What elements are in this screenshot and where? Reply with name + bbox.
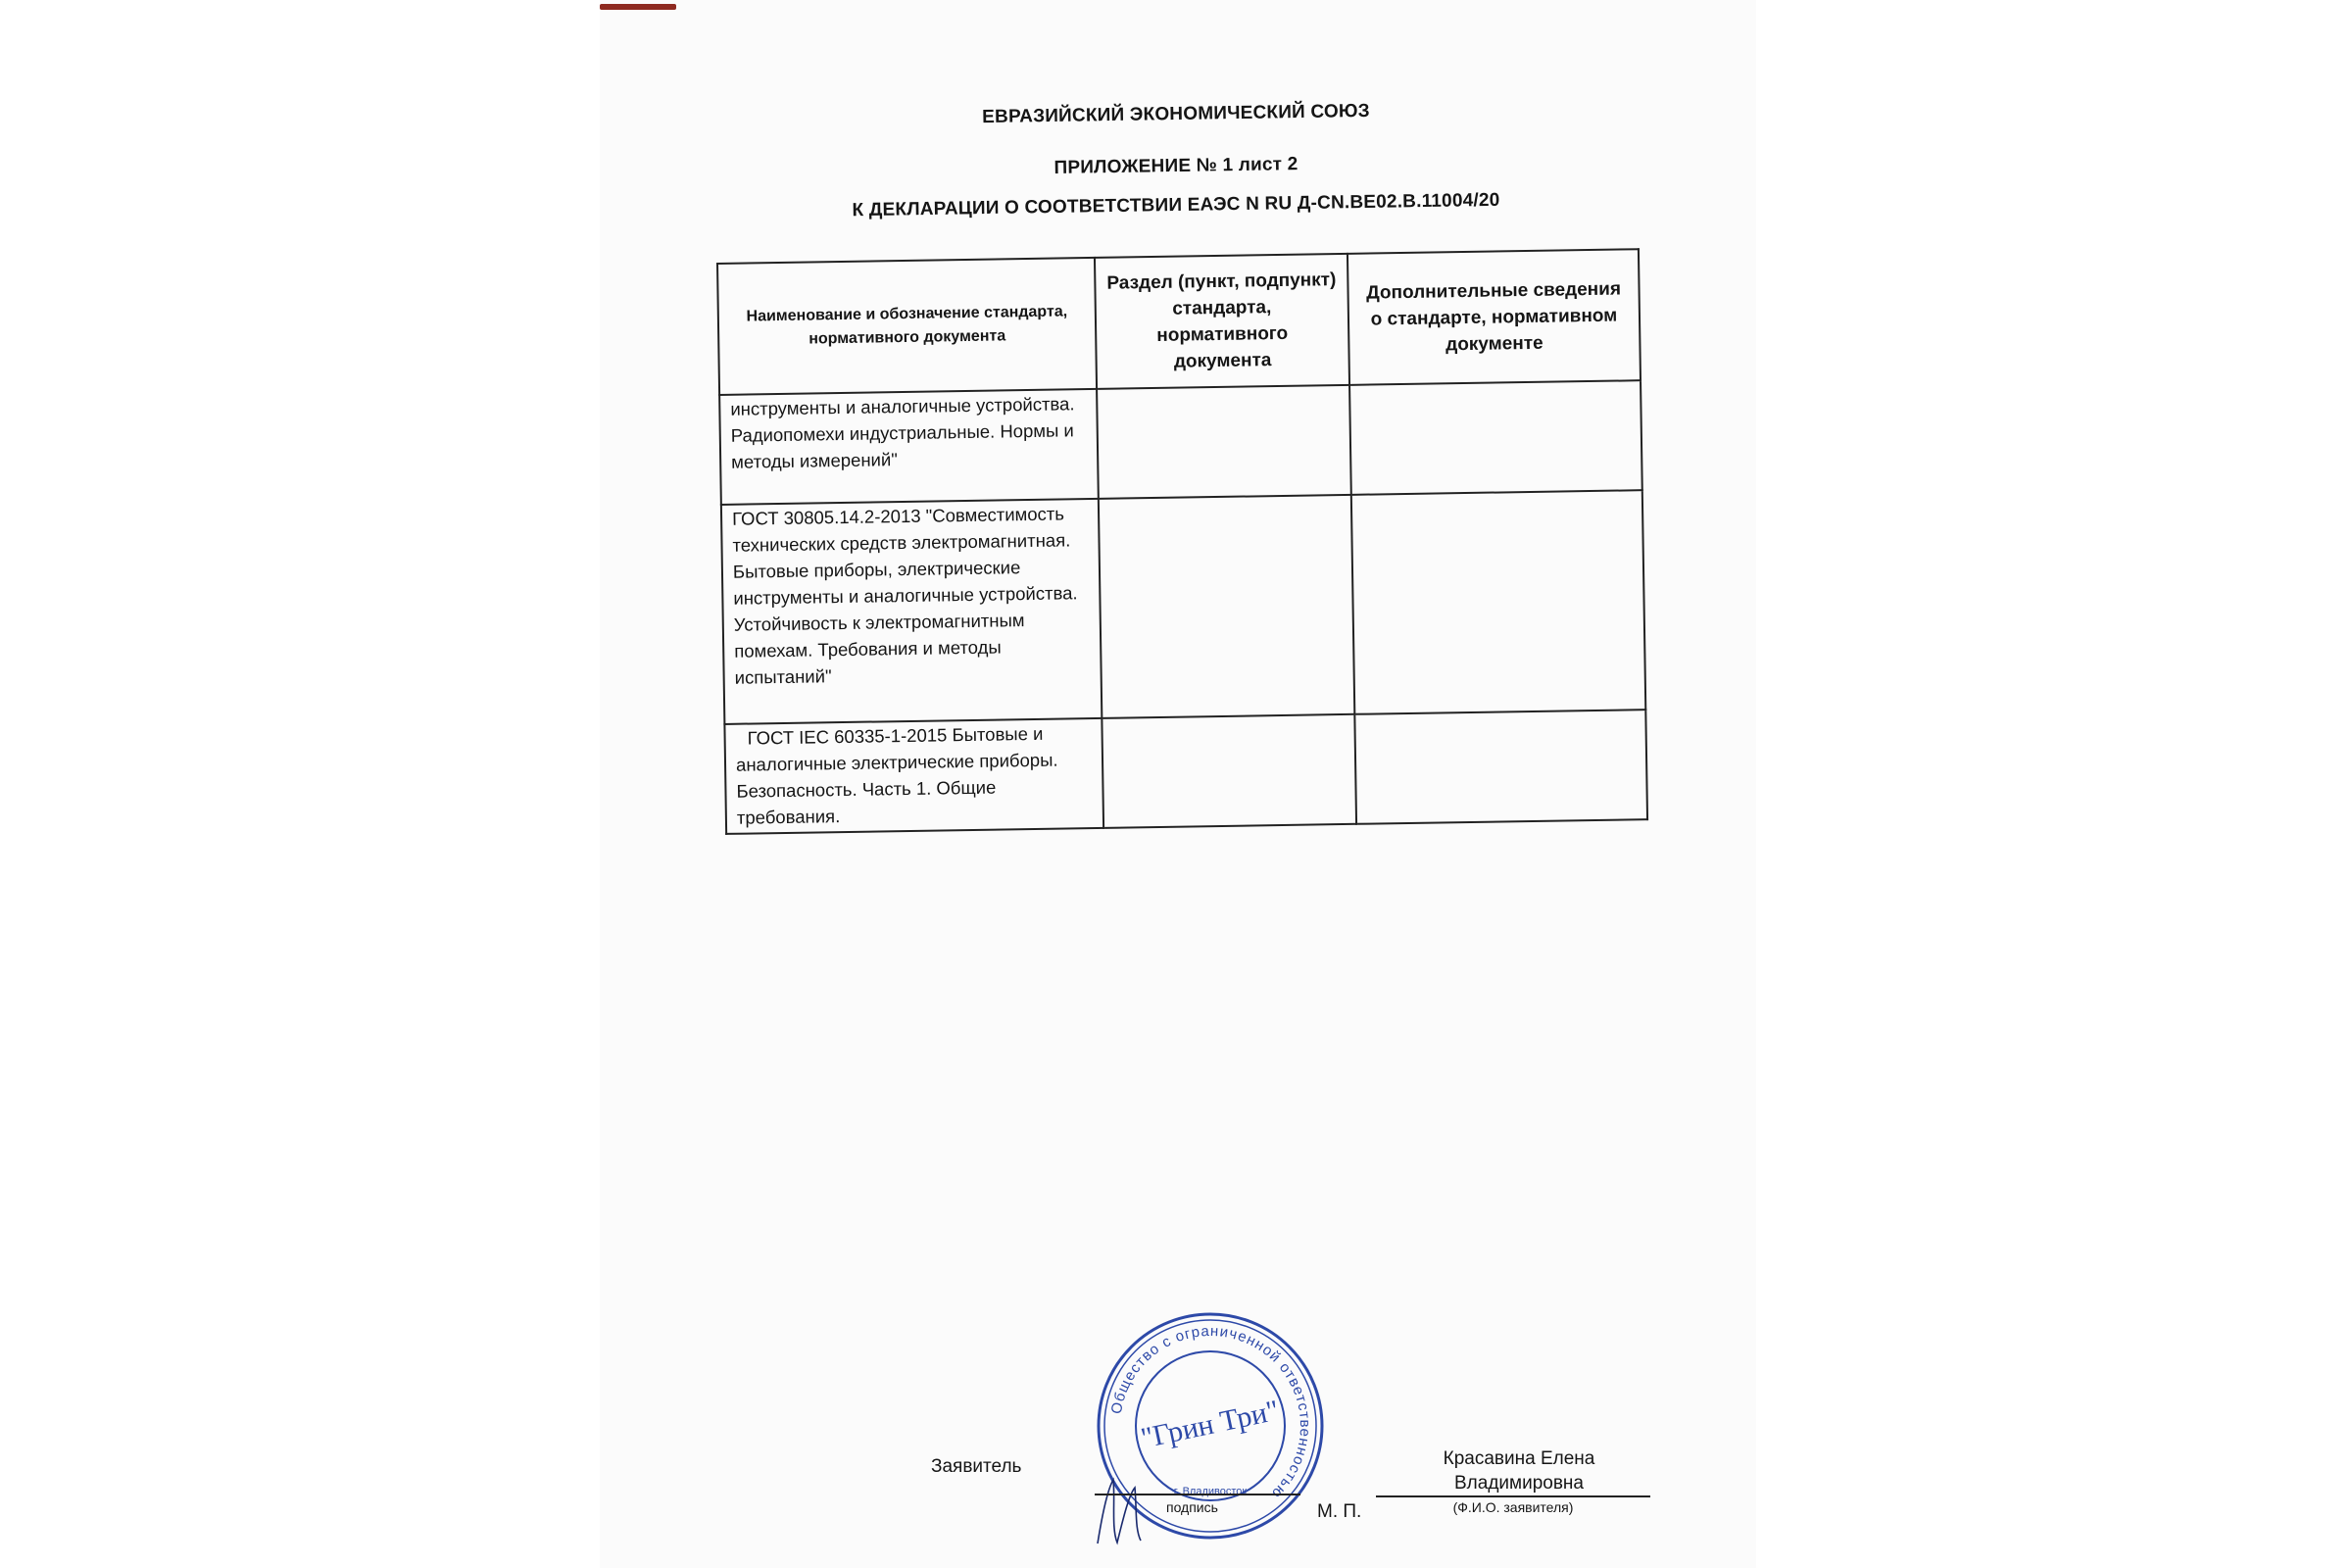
signature-label: подпись [1166, 1499, 1218, 1515]
stamp-ring-text: Общество с ограниченной ответственностью [1107, 1322, 1314, 1502]
stamp-bottom-text: г. Владивосток [1173, 1486, 1248, 1497]
applicant-label: Заявитель [931, 1456, 1022, 1477]
name-line [1376, 1495, 1650, 1497]
standard-name-cell: ГОСТ 30805.14.2-2013 "Совместимость технических средств электромагнитная. Бытовые приборы, электрические инструменты и аналогичные устройства. Устойчивость к электромагнитным помехам. Требования и методы испытаний" [721, 499, 1102, 724]
signature-line [1095, 1494, 1300, 1495]
name-caption: (Ф.И.О. заявителя) [1452, 1499, 1574, 1515]
standards-table [716, 248, 1648, 835]
section-cell [1102, 714, 1356, 828]
standard-name-cell: ГОСТ IEC 60335-1-2015 Бытовые и аналогичные электрические приборы. Безопасность. Часть 1. Общие требования. [724, 718, 1103, 834]
stamp-center-text: "Грин Три" [1138, 1394, 1282, 1455]
table-row [724, 710, 1647, 834]
section-cell [1099, 495, 1354, 718]
table-row [719, 380, 1642, 505]
seal-place-label: М. П. [1317, 1501, 1362, 1522]
additional-info-cell [1351, 490, 1645, 714]
header-additional-info: Дополнительные сведения о стандарте, нормативном документе [1348, 249, 1641, 385]
applicant-name-line2: Владимировна [1454, 1473, 1584, 1494]
standard-name-cell: инструменты и аналогичные устройства. Радиопомехи индустриальные. Нормы и методы измерений" [719, 389, 1099, 505]
applicant-name [1372, 1446, 1666, 1495]
declaration-title: К ДЕКЛАРАЦИИ О СООТВЕТСТВИИ ЕАЭС N RU Д-CN.ВЕ02.В.11004/20 [852, 189, 1500, 221]
page-edge-mark [600, 4, 676, 10]
applicant-name-line1: Красавина Елена [1443, 1448, 1595, 1469]
header-section: Раздел (пункт, подпункт) стандарта, нормативного документа [1095, 254, 1349, 389]
table-row [721, 490, 1645, 724]
standards-table-wrapper [716, 248, 1646, 851]
additional-info-cell [1354, 710, 1647, 824]
additional-info-cell [1349, 380, 1642, 495]
appendix-title: ПРИЛОЖЕНИЕ № 1 лист 2 [1054, 154, 1298, 178]
union-title: ЕВРАЗИЙСКИЙ ЭКОНОМИЧЕСКИЙ СОЮЗ [982, 100, 1370, 128]
header-standard-name: Наименование и обозначение стандарта, нормативного документа [717, 258, 1097, 395]
table-header-row [717, 249, 1641, 395]
section-cell [1097, 385, 1351, 499]
